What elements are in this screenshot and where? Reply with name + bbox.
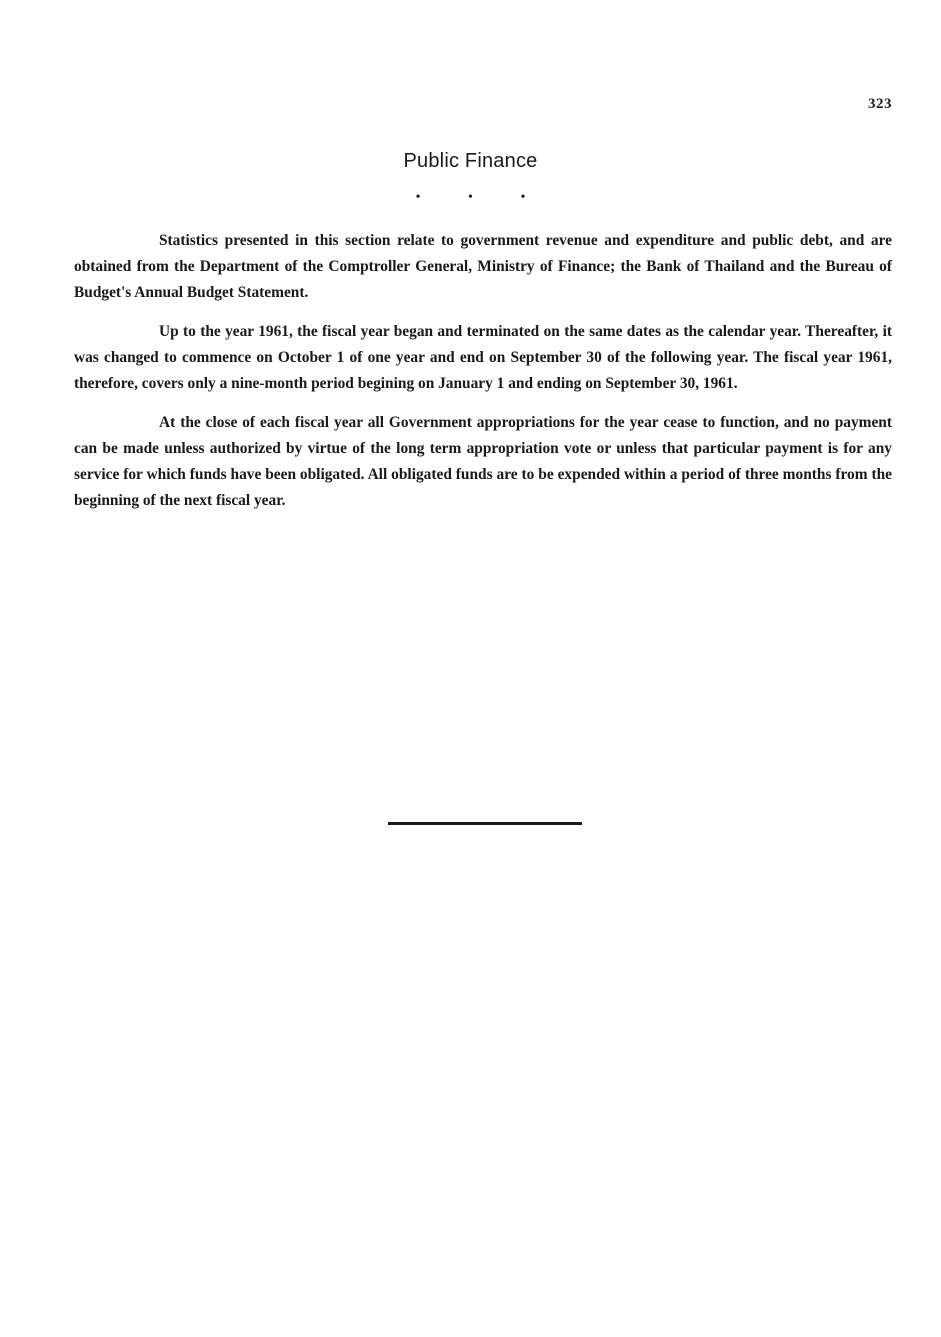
paragraph-statistics-source: Statistics presented in this section relate to government revenue and expenditure and public debt, and are obtained from the Department of the Comptroller General, Ministry of Finance; the Bank of Thailand and the Bureau of Budget's Annual Budget Statement. bbox=[74, 232, 892, 301]
page-title: Public Finance bbox=[403, 150, 538, 172]
paragraph-appropriations: At the close of each fiscal year all Government appropriations for the year cease to function, and no payment can be made unless authorized by virtue of the long term appropriation vote or unless that particular payment is for any service for which funds have been obligated. All obligated funds are to be expended within a period of three months from the beginning of the next fiscal year. bbox=[74, 414, 892, 509]
ornament-dots: • • • bbox=[415, 190, 548, 205]
section-divider-rule bbox=[388, 822, 582, 825]
paragraph-fiscal-year: Up to the year 1961, the fiscal year began and terminated on the same dates as the calendar year. Thereafter, it was changed to commence on October 1 of one year and end on September 30 of the following year. The fiscal year 1961, therefore, covers only a nine-month period begining on January 1 and ending on September 30, 1961. bbox=[74, 323, 892, 392]
page-number: 323 bbox=[868, 96, 892, 112]
body-text bbox=[74, 228, 892, 527]
